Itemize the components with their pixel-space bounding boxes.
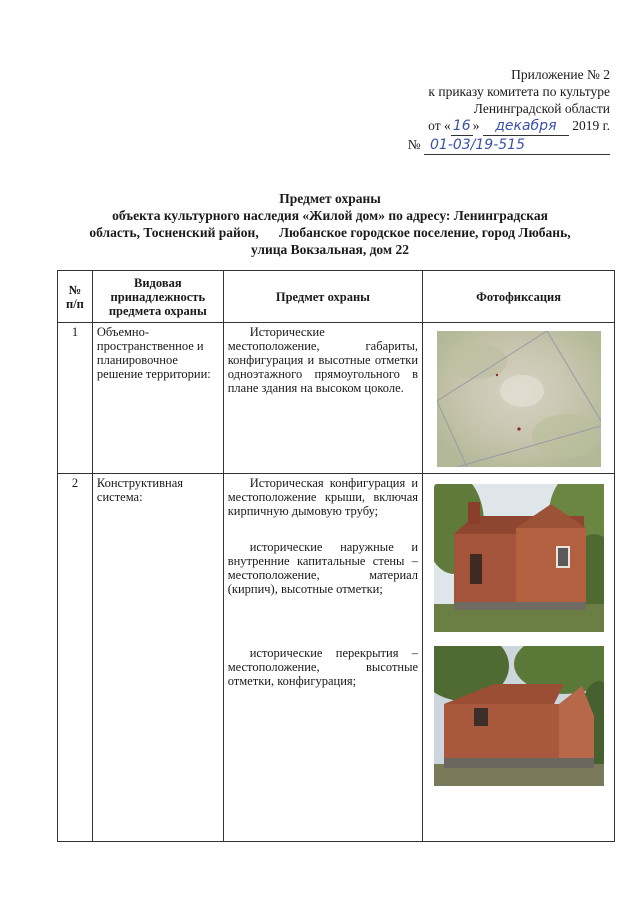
title-line-2: объекта культурного наследия «Жилой дом» по адресу: Ленинградская (112, 208, 548, 223)
appendix-line-2: к приказу комитета по культуре (428, 84, 610, 99)
subject-floors: исторические перекрытия – местоположение, высотные отметки, конфигурация; (227, 646, 419, 688)
appendix-line-1: Приложение № 2 (511, 67, 610, 82)
handwritten-day: 16 (451, 118, 473, 136)
table-header-row (58, 271, 615, 323)
row-type: Конструктивная система: (92, 474, 223, 842)
row-photo-cell (423, 323, 615, 474)
header-number: № п/п (58, 271, 93, 323)
document-title (60, 190, 600, 258)
row-subject (223, 474, 422, 842)
table-row (58, 474, 615, 842)
handwritten-number: 01-03/19-515 (424, 137, 610, 155)
header-type: Видовая принадлежность предмета охраны (92, 271, 223, 323)
row-type: Объемно-пространственное и планировочное решение территории: (92, 323, 223, 474)
title-line-1: Предмет охраны (279, 191, 381, 206)
handwritten-month: декабря (483, 118, 569, 136)
header-photo: Фотофиксация (423, 271, 615, 323)
appendix-number: № 01-03/19-515 (408, 136, 610, 155)
protection-subject-table (57, 270, 615, 842)
appendix-header (408, 66, 610, 155)
brick-house-photo-2 (434, 646, 604, 786)
brick-house-photo-1 (434, 484, 604, 632)
header-subject: Предмет охраны (223, 271, 422, 323)
row-photo-cell (423, 474, 615, 842)
appendix-line-3: Ленинградской области (473, 101, 610, 116)
row-subject: Исторические местоположение, габариты, конфигурация и высотные отметки одноэтажного прямоугольного в плане здания на высоком цоколе. (223, 323, 422, 474)
title-line-3: область, Тосненский район, Любанское городское поселение, город Любань, (89, 225, 571, 240)
appendix-date: от « 16 » декабря 2019 г. (428, 118, 610, 134)
subject-roof: Историческая конфигурация и местоположение крыши, включая кирпичную дымовую трубу; (227, 476, 419, 518)
title-line-4: улица Вокзальная, дом 22 (250, 242, 409, 257)
table-row (58, 323, 615, 474)
aerial-map-photo (437, 331, 601, 467)
row-number: 2 (58, 474, 93, 842)
subject-walls: исторические наружные и внутренние капитальные стены – местоположение, материал (кирпич), высотные отметки; (227, 540, 419, 596)
row-number: 1 (58, 323, 93, 474)
